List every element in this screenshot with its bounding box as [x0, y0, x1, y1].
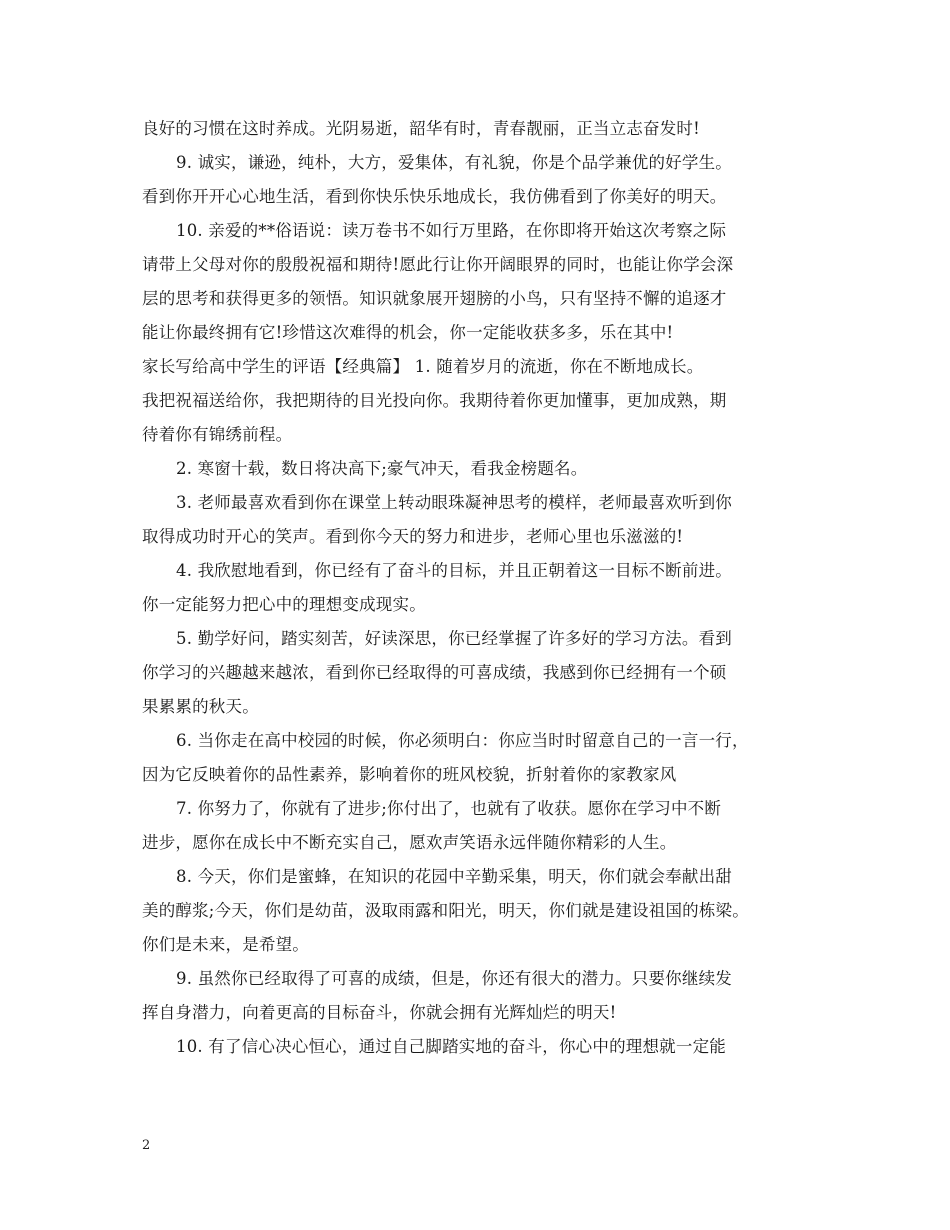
text-line: 良好的习惯在这时养成。光阴易逝，韶华有时，青春靓丽，正当立志奋发时! — [142, 119, 700, 138]
text-line: 挥自身潜力，向着更高的目标奋斗，你就会拥有光辉灿烂的明天! — [142, 1003, 617, 1022]
page-number: 2 — [142, 1138, 151, 1153]
text-line: 你们是未来，是希望。 — [142, 935, 309, 954]
text-line: 请带上父母对你的殷殷祝福和期待!愿此行让你开阔眼界的同时，也能让你学会深 — [142, 255, 734, 274]
text-line: 待着你有锦绣前程。 — [142, 425, 293, 444]
text-line: 9. 虽然你已经取得了可喜的成绩，但是，你还有很大的潜力。只要你继续发 — [176, 969, 732, 988]
text-line: 10. 有了信心决心恒心，通过自己脚踏实地的奋斗，你心中的理想就一定能 — [176, 1037, 726, 1056]
text-line: 4. 我欣慰地看到，你已经有了奋斗的目标，并且正朝着这一目标不断前进。 — [176, 561, 732, 580]
text-line: 你学习的兴趣越来越浓，看到你已经取得的可喜成绩，我感到你已经拥有一个硕 — [142, 663, 727, 682]
text-line: 3. 老师最喜欢看到你在课堂上转动眼珠凝神思考的模样，老师最喜欢听到你 — [176, 493, 732, 512]
document-body — [142, 112, 812, 1064]
text-line: 10. 亲爱的**俗语说：读万卷书不如行万里路，在你即将开始这次考察之际 — [176, 221, 727, 240]
text-line: 果累累的秋天。 — [142, 697, 259, 716]
text-line: 看到你开开心心地生活，看到你快乐快乐地成长，我仿佛看到了你美好的明天。 — [142, 187, 727, 206]
text-line: 因为它反映着你的品性素养，影响着你的班风校貌，折射着你的家教家风 — [142, 765, 677, 784]
text-line: 进步，愿你在成长中不断充实自己，愿欢声笑语永远伴随你精彩的人生。 — [142, 833, 677, 852]
text-line: 你一定能努力把心中的理想变成现实。 — [142, 595, 426, 614]
text-line: 取得成功时开心的笑声。看到你今天的努力和进步，老师心里也乐滋滋的! — [142, 527, 684, 546]
text-line: 5. 勤学好问，踏实刻苦，好读深思，你已经掌握了许多好的学习方法。看到 — [176, 629, 732, 648]
text-line: 我把祝福送给你，我把期待的目光投向你。我期待着你更加懂事，更加成熟，期 — [142, 391, 727, 410]
text-line: 2. 寒窗十载，数日将决高下;豪气冲天，看我金榜题名。 — [176, 459, 588, 478]
text-line: 家长写给高中学生的评语【经典篇】 1. 随着岁月的流逝，你在不断地成长。 — [142, 357, 704, 376]
text-line: 7. 你努力了，你就有了进步;你付出了，也就有了收获。愿你在学习中不断 — [176, 799, 722, 818]
text-line: 美的醇浆;今天，你们是幼苗，汲取雨露和阳光，明天，你们就是建设祖国的栋梁。 — [142, 901, 749, 920]
text-line: 8. 今天，你们是蜜蜂，在知识的花园中辛勤采集，明天，你们就会奉献出甜 — [176, 867, 732, 886]
text-line: 6. 当你走在高中校园的时候，你必须明白：你应当时时留意自己的一言一行， — [176, 731, 749, 750]
text-line: 能让你最终拥有它!珍惜这次难得的机会，你一定能收获多多，乐在其中! — [142, 323, 674, 342]
text-line: 层的思考和获得更多的领悟。知识就象展开翅膀的小鸟，只有坚持不懈的追逐才 — [142, 289, 727, 308]
text-line: 9. 诚实，谦逊，纯朴，大方，爱集体，有礼貌，你是个品学兼优的好学生。 — [176, 153, 732, 172]
